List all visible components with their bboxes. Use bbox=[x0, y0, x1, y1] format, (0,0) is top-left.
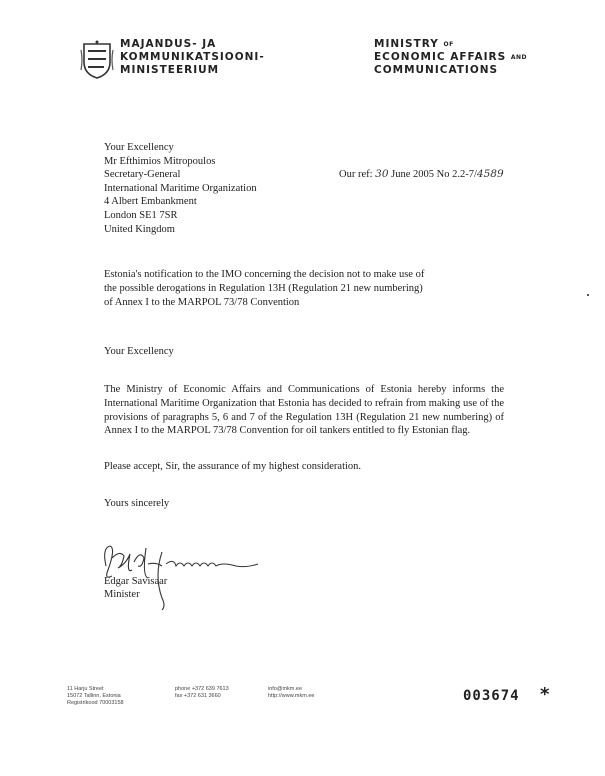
letterhead-en-small: AND bbox=[510, 54, 527, 61]
footer-web bbox=[268, 686, 314, 700]
address-line: Secretary-General bbox=[104, 169, 181, 181]
address-line: Mr Efthimios Mitropoulos bbox=[104, 155, 216, 167]
letterhead-en-small: OF bbox=[443, 41, 454, 48]
signatory-title: Minister bbox=[104, 589, 140, 600]
letterhead-en-line: MINISTRY bbox=[374, 38, 439, 50]
footer-address bbox=[67, 686, 124, 707]
reference-label: Our ref: bbox=[339, 169, 373, 180]
scan-speck bbox=[587, 294, 589, 296]
salutation: Your Excellency bbox=[104, 346, 174, 357]
footer-line: info@mkm.ee bbox=[268, 686, 303, 692]
footer-phones bbox=[175, 686, 229, 700]
document-number: 003674 bbox=[463, 688, 520, 704]
footer-line: 11 Harju Street bbox=[67, 686, 104, 692]
asterisk-mark: * bbox=[540, 684, 550, 705]
reference-text: June 2005 No 2.2-7/ bbox=[391, 169, 477, 180]
signatory-name: Edgar Savisaar bbox=[104, 576, 168, 587]
reference-number: 4589 bbox=[476, 168, 504, 180]
our-reference bbox=[339, 168, 504, 180]
letterhead-et-line: KOMMUNIKATSIOONI- bbox=[120, 51, 265, 63]
letterhead-en-line: ECONOMIC AFFAIRS bbox=[374, 51, 507, 63]
address-line: United Kingdom bbox=[104, 223, 175, 235]
footer-line: Registrikood 70003158 bbox=[67, 700, 124, 706]
letterhead-estonian bbox=[120, 38, 265, 77]
address-line: International Maritime Organization bbox=[104, 182, 257, 194]
address-line: Your Excellency bbox=[104, 142, 174, 153]
footer-line: http://www.mkm.ee bbox=[268, 693, 315, 699]
coat-of-arms-icon bbox=[80, 40, 114, 80]
subject: Estonia's notification to the IMO concerning the decision not to make use of the possible derogations in Regulation 13H (Regulation 21 new numbering) of Annex I to the MARPOL 73/78 Convention bbox=[104, 269, 425, 308]
letterhead-et-line: MAJANDUS- JA bbox=[120, 38, 217, 50]
address-line: 4 Albert Embankment bbox=[104, 196, 197, 208]
footer-line: phone +372 639 7613 bbox=[175, 686, 229, 692]
valediction: Yours sincerely bbox=[104, 498, 170, 509]
recipient-address bbox=[104, 141, 257, 236]
signatory bbox=[104, 575, 167, 601]
footer-line: 15072 Tallinn, Estonia bbox=[67, 693, 121, 699]
letterhead-et-line: MINISTEERIUM bbox=[120, 64, 220, 76]
address-line: London SE1 7SR bbox=[104, 209, 178, 221]
letterhead-en-line: COMMUNICATIONS bbox=[374, 64, 499, 76]
letterhead-english bbox=[374, 38, 527, 77]
reference-day: 30 bbox=[375, 168, 389, 180]
closing-paragraph: Please accept, Sir, the assurance of my highest consideration. bbox=[104, 461, 362, 472]
body-paragraph: The Ministry of Economic Affairs and Communications of Estonia hereby informs the International Maritime Organization that Estonia has decided to refrain from making use of the provisions of paragraphs 5, 6 and 7 of the Regulation 13H (Regulation 21 new numbering) of Annex I to the MARPOL 73/78 Convention for oil tankers entitled to fly Estonian flag. bbox=[104, 384, 504, 437]
footer-line: fax +372 631 3660 bbox=[175, 693, 221, 699]
